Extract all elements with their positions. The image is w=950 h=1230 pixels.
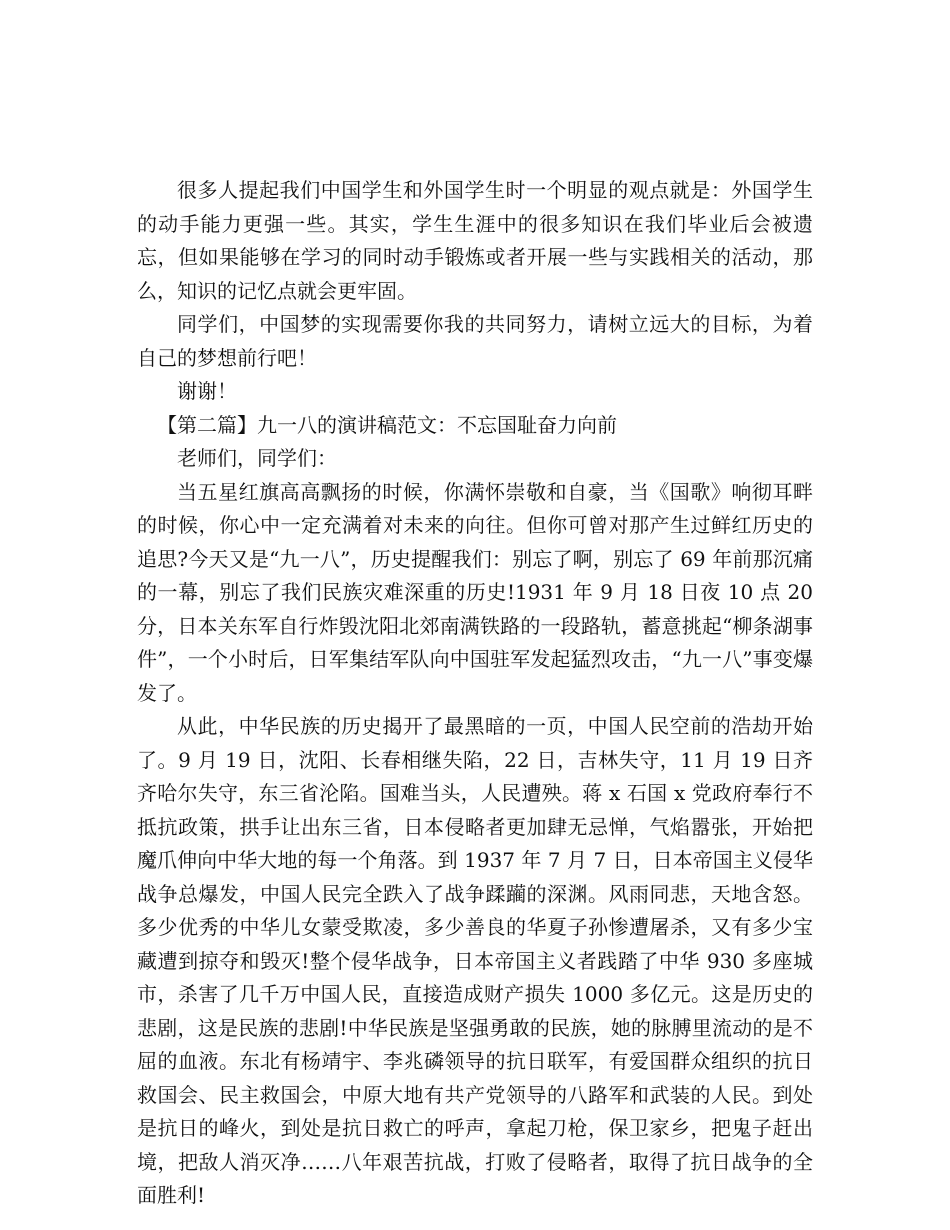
paragraph-september-eighteenth: 当五星红旗高高飘扬的时候，你满怀崇敬和自豪，当《国歌》响彻耳畔的时候，你心中一定充满着对未来的向往。但你可曾对那产生过鲜红历史的追思?今天又是“九一八”，历史提醒我们：别忘了啊，别忘了 69 年前那沉痛的一幕，别忘了我们民族灾难深重的历史!1931 年 9 月 18 日夜 10 点 20 分，日本关东军自行炸毁沈阳北郊南满铁路的一段路轨，蓄意挑起“柳条湖事件”，一个小时后，日军集结军队向中国驻军发起猛烈攻击，“九一八”事变爆发了。 <box>137 479 813 705</box>
paragraph-thanks: 谢谢！ <box>177 379 237 403</box>
section-heading-second-article: 【第二篇】九一八的演讲稿范文：不忘国耻奋力向前 <box>157 412 617 437</box>
paragraph-practice-ability: 很多人提起我们中国学生和外国学生时一个明显的观点就是：外国学生的动手能力更强一些。其实，学生生涯中的很多知识在我们毕业后会被遗忘，但如果能够在学习的同时动手锻炼或者开展一些与实践相关的活动，那么，知识的记忆点就会更牢固。 <box>137 178 813 303</box>
document-body <box>137 174 813 1213</box>
paragraph-chinese-dream: 同学们，中国梦的实现需要你我的共同努力，请树立远大的目标，为着自己的梦想前行吧！ <box>137 312 813 370</box>
paragraph-greeting: 老师们，同学们： <box>177 446 337 470</box>
paragraph-history: 从此，中华民族的历史揭开了最黑暗的一页，中国人民空前的浩劫开始了。9 月 19 日，沈阳、长春相继失陷，22 日，吉林失守，11 月 19 日齐齐哈尔失守，东三省沦陷。国难当头，人民遭殃。蒋 x 石国 x 党政府奉行不抵抗政策，拱手让出东三省，日本侵略者更加肆无忌惮，气焰嚣张，开始把魔爪伸向中华大地的每一个角落。到 1937 年 7 月 7 日，日本帝国主义侵华战争总爆发，中国人民完全跌入了战争蹂躏的深渊。风雨同悲，天地含怒。多少优秀的中华儿女蒙受欺凌，多少善良的华夏子孙惨遭屠杀，又有多少宝藏遭到掠夺和毁灭!整个侵华战争，日本帝国主义者践踏了中华 930 多座城市，杀害了几千万中国人民，直接造成财产损失 1000 多亿元。这是历史的悲剧，这是民族的悲剧!中华民族是坚强勇敢的民族，她的脉膊里流动的是不屈的血液。东北有杨靖宇、李兆磷领导的抗日联军，有爱国群众组织的抗日救国会、民主救国会，中原大地有共产党领导的八路军和武装的人民。到处是抗日的峰火，到处是抗日救亡的呼声，拿起刀枪，保卫家乡，把鬼子赶出境，把敌人消灭净……八年艰苦抗战，打败了侵略者，取得了抗日战争的全面胜利! <box>137 714 813 1207</box>
